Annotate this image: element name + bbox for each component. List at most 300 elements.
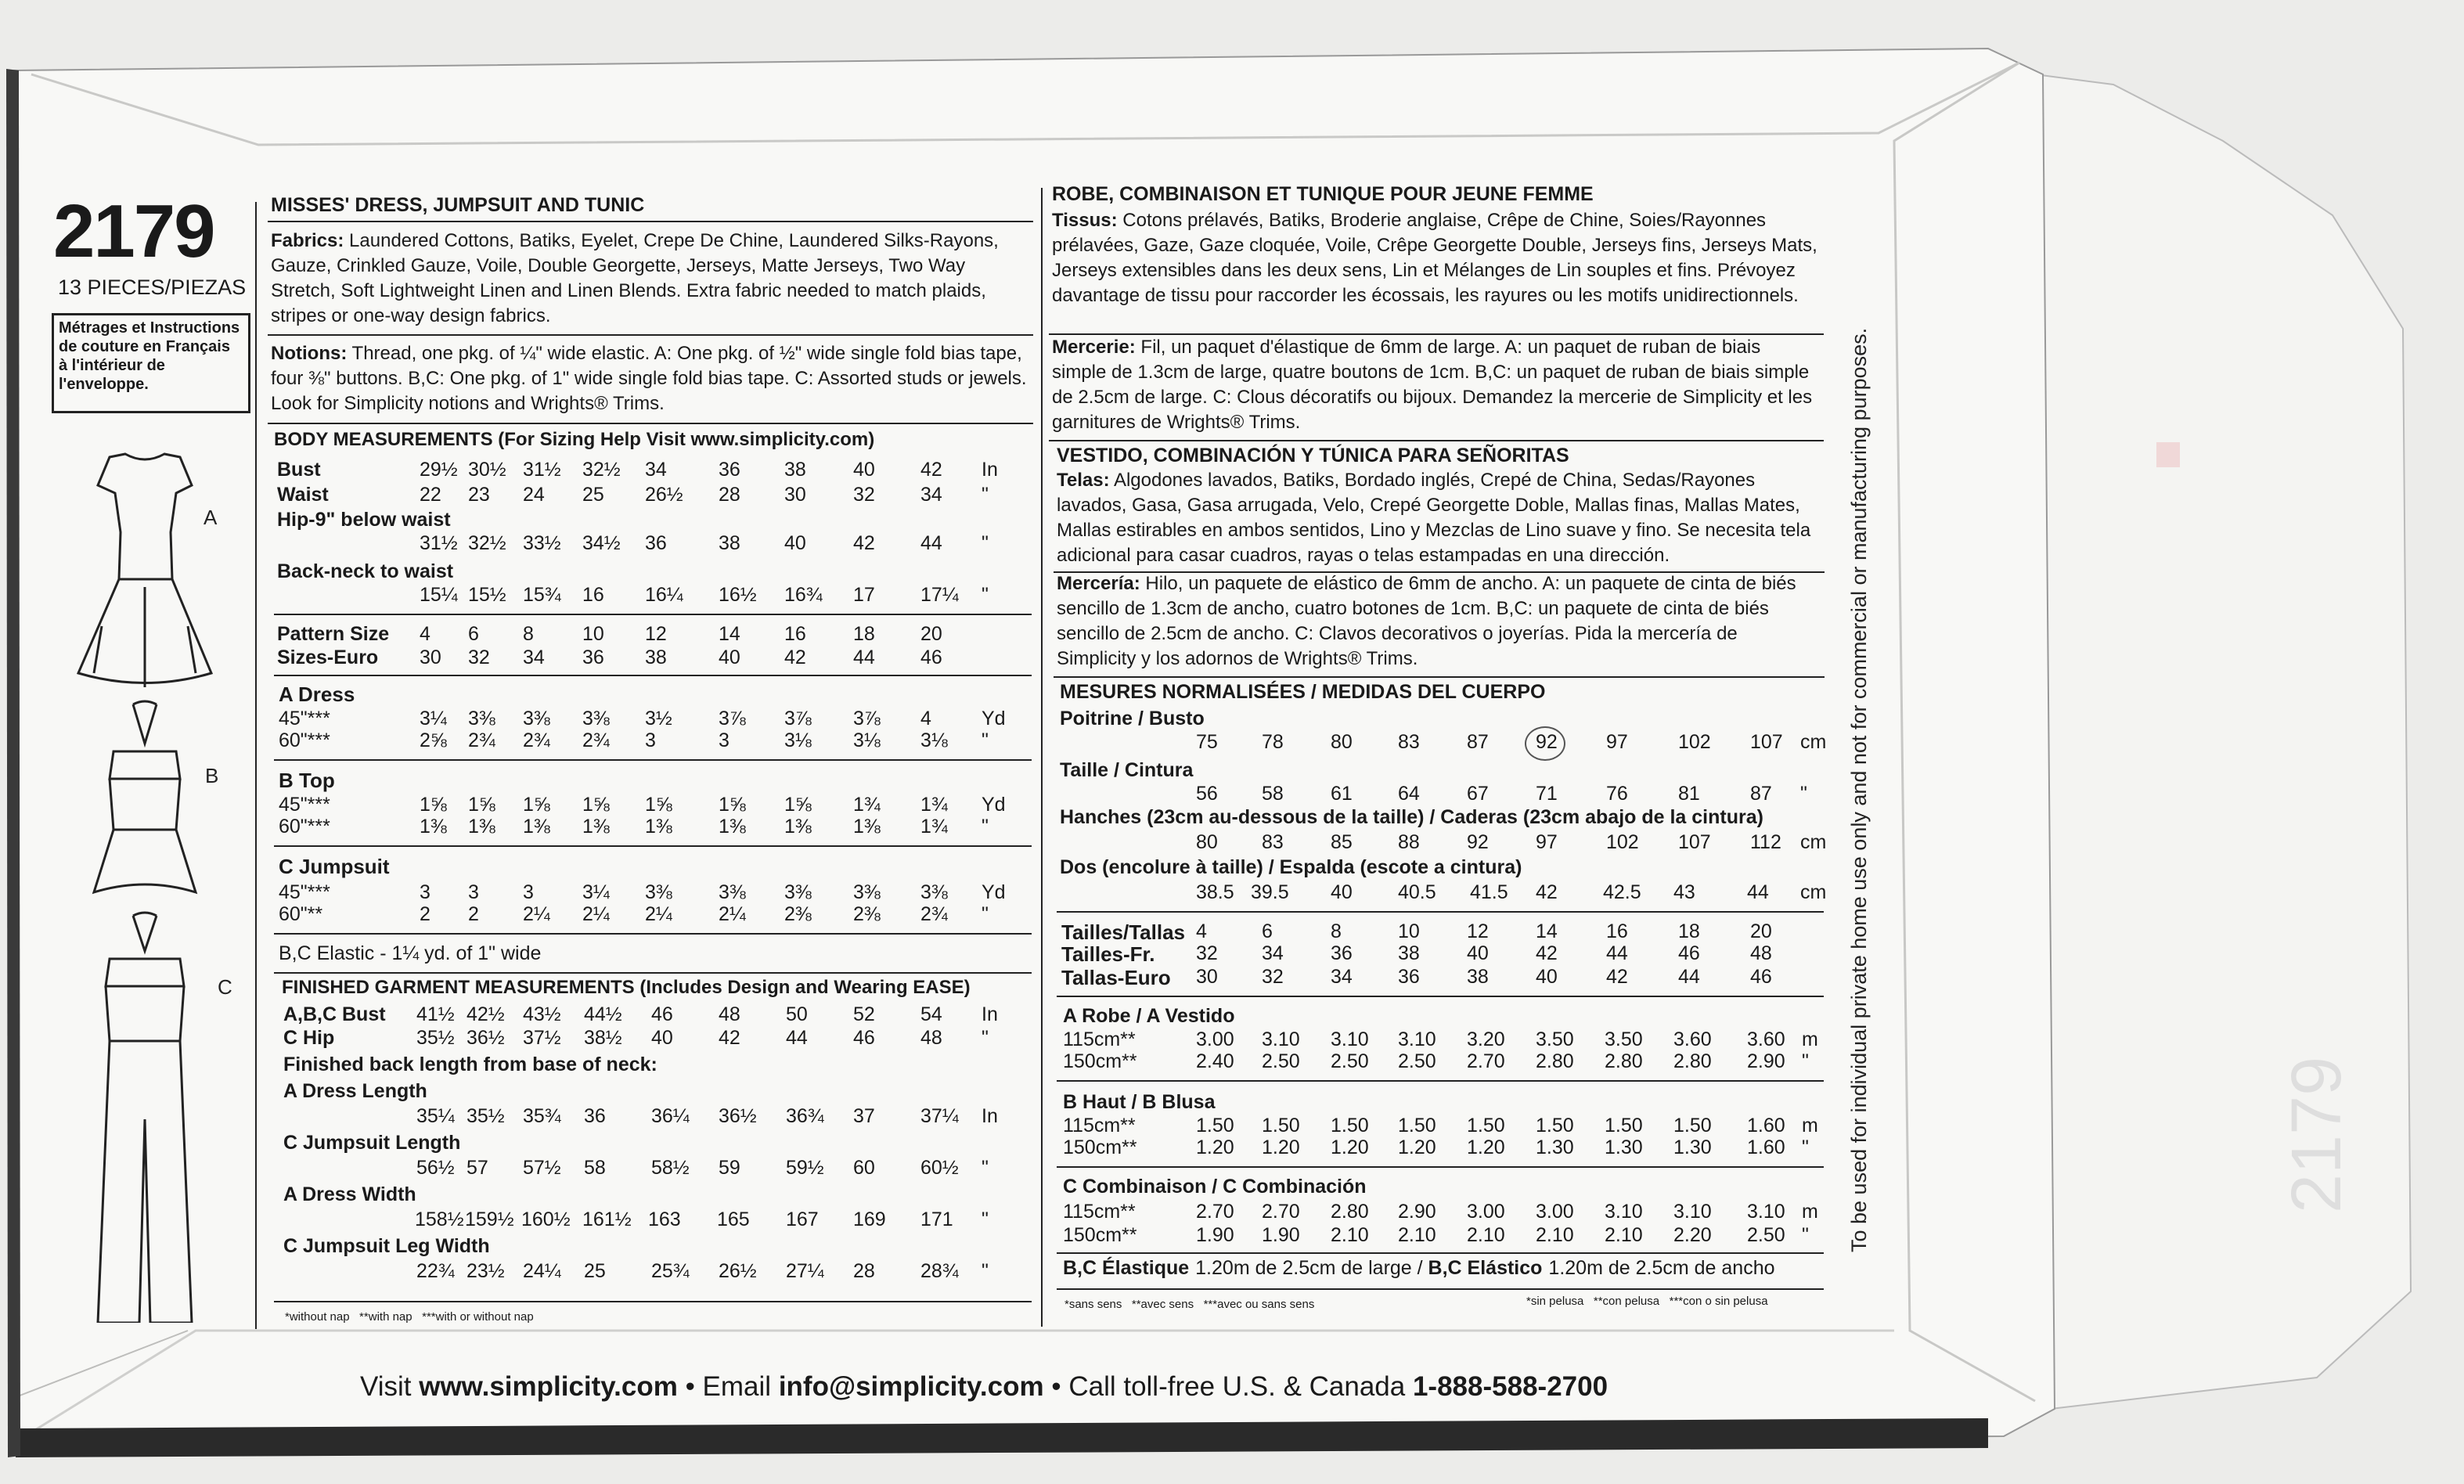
table-cell: 1¾ bbox=[853, 794, 881, 816]
table-cell: 27¼ bbox=[786, 1260, 824, 1282]
row-label: 115cm** bbox=[1063, 1115, 1136, 1136]
table-cell: 46 bbox=[651, 1003, 673, 1025]
table-cell: 87 bbox=[1467, 731, 1489, 753]
body-measurements-header: BODY MEASUREMENTS (For Sizing Help Visit www.simplicity.com) bbox=[274, 429, 875, 450]
table-cell: 158½ bbox=[415, 1208, 464, 1230]
table-cell: 3⅜ bbox=[523, 708, 550, 729]
divider bbox=[1054, 676, 1825, 678]
row-label: 60"*** bbox=[279, 729, 330, 751]
pieces-count: 13 PIECES/PIEZAS bbox=[58, 276, 247, 299]
table-cell: 2.10 bbox=[1398, 1224, 1436, 1246]
table-cell: 1.30 bbox=[1673, 1136, 1712, 1158]
table-cell: 15½ bbox=[468, 584, 506, 606]
table-cell: 3.10 bbox=[1605, 1201, 1643, 1223]
section-label: B Haut / B Blusa bbox=[1063, 1091, 1216, 1113]
merceria-text: Hilo, un paquete de elástico de 6mm de ancho. A: un paquete de cinta de biés sencillo de 1.3cm de ancho, cuatro botones de 1cm. B,C: un paquete de cinta de biés sencillo de 2.5cm de ancho. C: Clavos decorativos o joyerías. Pida la mercería de Simplicity y los adornos de Wrights® Trims. bbox=[1057, 573, 1796, 669]
footnote: *sin pelusa **con pelusa ***con o sin pelusa bbox=[1526, 1295, 1768, 1308]
french-tissus bbox=[1052, 208, 1819, 308]
contact-footer bbox=[360, 1371, 1608, 1403]
table-cell: 2⅜ bbox=[853, 903, 881, 925]
view-label: C bbox=[218, 975, 232, 999]
table-cell: 10 bbox=[582, 623, 604, 645]
tissus-text: Cotons prélavés, Batiks, Broderie anglaise, Crêpe de Chine, Soies/Rayonnes prélavées, Gaze, Gaze cloquée, Voile, Crêpe Georgette Double, Jerseys fins, Jerseys Mats, Jerseys extensibles dans les deux sens, Lin et Mélanges de Lin souples et fins. Prévoyez davantage de tissu pour raccorder les écossais, les rayures ou les motifs unidirectionnels. bbox=[1052, 210, 1817, 306]
table-cell: 3⅜ bbox=[645, 881, 672, 903]
table-cell: 169 bbox=[853, 1208, 886, 1230]
metric-header: MESURES NORMALISÉES / MEDIDAS DEL CUERPO bbox=[1060, 681, 1546, 703]
table-cell: 16½ bbox=[719, 584, 757, 606]
row-label: Tallas-Euro bbox=[1061, 966, 1171, 989]
table-cell: 3.50 bbox=[1605, 1028, 1643, 1050]
table-cell: cm bbox=[1800, 881, 1827, 903]
table-cell: 34½ bbox=[582, 532, 621, 554]
table-cell: 2⅜ bbox=[784, 903, 812, 925]
table-cell: 1⅝ bbox=[784, 794, 812, 816]
left-divider bbox=[255, 202, 257, 1329]
table-cell: 22¾ bbox=[416, 1260, 455, 1282]
table-cell: " bbox=[982, 903, 989, 925]
table-cell: 1⅝ bbox=[468, 794, 495, 816]
english-fabrics bbox=[271, 229, 1032, 329]
table-cell: 3⅜ bbox=[853, 881, 881, 903]
notions-text: Thread, one pkg. of ¼" wide elastic. A: One pkg. of ½" wide single fold bias tape, four ⅜" buttons. B,C: One pkg. of 1" wide single fold bias tape. C: Assorted studs or jewels. Look for Simplicity notions and Wrights® Trims. bbox=[271, 343, 1027, 414]
divider bbox=[1057, 1080, 1824, 1082]
table-cell: 2.20 bbox=[1673, 1224, 1712, 1246]
table-cell: 32 bbox=[468, 647, 490, 668]
table-cell: 3⅜ bbox=[468, 708, 495, 729]
table-cell: m bbox=[1802, 1201, 1818, 1223]
table-cell: 171 bbox=[920, 1208, 953, 1230]
table-cell: m bbox=[1802, 1115, 1818, 1136]
table-cell: 32½ bbox=[468, 532, 506, 554]
table-cell: " bbox=[982, 532, 989, 554]
table-cell: 31½ bbox=[523, 459, 561, 481]
table-cell: 59½ bbox=[786, 1157, 824, 1179]
email-link[interactable]: info@simplicity.com bbox=[778, 1371, 1044, 1402]
table-cell: 3 bbox=[719, 729, 729, 751]
table-cell: 28 bbox=[853, 1260, 875, 1282]
table-cell: 1.90 bbox=[1196, 1224, 1234, 1246]
table-cell: 1¾ bbox=[920, 794, 948, 816]
table-cell: 1⅜ bbox=[523, 816, 550, 837]
table-cell: 50 bbox=[786, 1003, 808, 1025]
website-link[interactable]: www.simplicity.com bbox=[419, 1371, 678, 1402]
table-cell: 17¼ bbox=[920, 584, 959, 606]
table-cell: 3.10 bbox=[1331, 1028, 1369, 1050]
table-cell: 38½ bbox=[584, 1027, 622, 1049]
table-cell: 32 bbox=[853, 484, 875, 506]
table-cell: 1.60 bbox=[1747, 1115, 1785, 1136]
table-cell: 6 bbox=[1262, 920, 1273, 942]
table-cell: 38 bbox=[1398, 942, 1420, 964]
elastic-text: 1.20m de 2.5cm de ancho bbox=[1548, 1257, 1775, 1279]
table-cell: 3.10 bbox=[1262, 1028, 1300, 1050]
table-cell: 1.30 bbox=[1536, 1136, 1574, 1158]
table-cell: 58½ bbox=[651, 1157, 690, 1179]
table-cell: 97 bbox=[1536, 831, 1558, 853]
table-cell: 3⅞ bbox=[853, 708, 881, 729]
table-cell: 29½ bbox=[420, 459, 458, 481]
table-cell: 37½ bbox=[523, 1027, 561, 1049]
table-cell: 3.60 bbox=[1673, 1028, 1712, 1050]
table-cell: 2.10 bbox=[1536, 1224, 1574, 1246]
table-cell: 37 bbox=[853, 1105, 875, 1127]
table-cell: 2¼ bbox=[582, 903, 610, 925]
table-cell: 34 bbox=[1331, 966, 1353, 988]
table-cell: cm bbox=[1800, 731, 1827, 753]
table-cell: 161½ bbox=[582, 1208, 632, 1230]
table-cell: 34 bbox=[523, 647, 545, 668]
divider bbox=[1057, 1288, 1824, 1290]
table-cell: 36 bbox=[1398, 966, 1420, 988]
divider bbox=[1049, 440, 1824, 441]
french-note-box bbox=[52, 313, 250, 413]
table-cell: 92 bbox=[1536, 731, 1558, 753]
table-cell: 44 bbox=[920, 532, 942, 554]
row-label: Waist bbox=[277, 484, 329, 506]
table-cell: 24 bbox=[523, 484, 545, 506]
table-cell: 36½ bbox=[467, 1027, 505, 1049]
table-cell: 38 bbox=[1467, 966, 1489, 988]
row-label: Poitrine / Busto bbox=[1060, 708, 1205, 729]
table-cell: 24¼ bbox=[523, 1260, 561, 1282]
table-cell: 92 bbox=[1467, 831, 1489, 853]
table-cell: 2.80 bbox=[1331, 1201, 1369, 1223]
divider bbox=[1057, 911, 1824, 913]
table-cell: " bbox=[982, 1208, 989, 1230]
row-label: Back-neck to waist bbox=[277, 560, 454, 582]
table-cell: 2.80 bbox=[1536, 1050, 1574, 1072]
section-label: B Top bbox=[279, 769, 335, 792]
table-cell: 57 bbox=[467, 1157, 488, 1179]
table-cell: 165 bbox=[717, 1208, 750, 1230]
divider bbox=[274, 675, 1032, 676]
table-cell: 58 bbox=[1262, 783, 1284, 805]
table-cell: 22 bbox=[420, 484, 441, 506]
table-cell: 56 bbox=[1196, 783, 1218, 805]
table-cell: 8 bbox=[1331, 920, 1342, 942]
table-cell: 64 bbox=[1398, 783, 1420, 805]
table-cell: 1¾ bbox=[920, 816, 948, 837]
row-label: 45"*** bbox=[279, 708, 330, 729]
table-cell: " bbox=[982, 484, 989, 506]
row-label: Dos (encolure à taille) / Espalda (escote a cintura) bbox=[1060, 856, 1522, 878]
table-cell: 163 bbox=[648, 1208, 681, 1230]
table-cell: 2 bbox=[420, 903, 430, 925]
table-cell: 14 bbox=[719, 623, 740, 645]
table-cell: 3¼ bbox=[420, 708, 447, 729]
table-cell: 1⅝ bbox=[420, 794, 447, 816]
table-cell: 36¾ bbox=[786, 1105, 824, 1127]
table-cell: 42 bbox=[1606, 966, 1628, 988]
table-cell: 48 bbox=[719, 1003, 740, 1025]
table-cell: 112 bbox=[1750, 831, 1781, 853]
table-cell: In bbox=[982, 1003, 998, 1025]
table-cell: 35½ bbox=[416, 1027, 455, 1049]
divider bbox=[1057, 1166, 1824, 1168]
table-cell: 97 bbox=[1606, 731, 1628, 753]
table-cell: 2 bbox=[468, 903, 479, 925]
elastic-label: B,C Élastique bbox=[1063, 1257, 1190, 1279]
table-cell: " bbox=[1800, 783, 1807, 805]
table-cell: 3 bbox=[645, 729, 656, 751]
table-cell: 3¼ bbox=[582, 881, 610, 903]
table-cell: 159½ bbox=[465, 1208, 514, 1230]
divider bbox=[268, 221, 1033, 222]
row-label: 150cm** bbox=[1063, 1136, 1137, 1158]
table-cell: 60½ bbox=[920, 1157, 959, 1179]
table-cell: 1⅜ bbox=[853, 816, 881, 837]
table-cell: 42.5 bbox=[1603, 881, 1641, 903]
table-cell: 1.90 bbox=[1262, 1224, 1300, 1246]
table-cell: 23 bbox=[468, 484, 490, 506]
row-label: C Jumpsuit Leg Width bbox=[283, 1235, 490, 1257]
table-cell: 1.50 bbox=[1398, 1115, 1436, 1136]
table-cell: In bbox=[982, 1105, 998, 1127]
elastic-row bbox=[1063, 1257, 1775, 1280]
table-cell: 1.50 bbox=[1536, 1115, 1574, 1136]
row-label: A Dress Length bbox=[283, 1080, 427, 1102]
english-notions bbox=[271, 341, 1032, 416]
column-divider bbox=[1041, 188, 1043, 1327]
table-cell: " bbox=[1802, 1136, 1809, 1158]
table-cell: 2.70 bbox=[1196, 1201, 1234, 1223]
table-cell: 16¾ bbox=[784, 584, 823, 606]
table-cell: 3⅛ bbox=[853, 729, 881, 751]
table-cell: Yd bbox=[982, 708, 1006, 729]
call-label: • Call toll-free U.S. & Canada bbox=[1043, 1371, 1413, 1402]
french-note-line: de couture en Français bbox=[59, 338, 230, 355]
row-label: 60"*** bbox=[279, 816, 330, 837]
table-cell: 3.50 bbox=[1536, 1028, 1574, 1050]
table-cell: 3⅛ bbox=[784, 729, 812, 751]
table-cell: " bbox=[982, 584, 989, 606]
table-cell: 1⅝ bbox=[719, 794, 746, 816]
row-label: Hanches (23cm au-dessous de la taille) / Caderas (23cm abajo de la cintura) bbox=[1060, 806, 1763, 828]
table-cell: cm bbox=[1800, 831, 1827, 853]
table-cell: 4 bbox=[1196, 920, 1207, 942]
table-cell: 3⅜ bbox=[582, 708, 610, 729]
table-cell: 40 bbox=[1536, 966, 1558, 988]
table-cell: 46 bbox=[853, 1027, 875, 1049]
table-cell: 40 bbox=[1467, 942, 1489, 964]
tissus-label: Tissus: bbox=[1052, 210, 1118, 231]
table-cell: 17 bbox=[853, 584, 875, 606]
table-cell: 42 bbox=[1536, 942, 1558, 964]
view-label: B bbox=[205, 764, 219, 787]
table-cell: 35½ bbox=[467, 1105, 505, 1127]
email-label: • Email bbox=[677, 1371, 779, 1402]
table-cell: 36 bbox=[645, 532, 667, 554]
table-cell: 37¼ bbox=[920, 1105, 959, 1127]
table-cell: 30 bbox=[1196, 966, 1218, 988]
table-cell: 1.20 bbox=[1331, 1136, 1369, 1158]
divider bbox=[268, 423, 1033, 424]
table-cell: 16 bbox=[784, 623, 806, 645]
table-cell: 3.00 bbox=[1536, 1201, 1574, 1223]
table-cell: 46 bbox=[1750, 966, 1772, 988]
table-cell: 34 bbox=[1262, 942, 1284, 964]
table-cell: 20 bbox=[920, 623, 942, 645]
row-label: 115cm** bbox=[1063, 1028, 1136, 1050]
divider bbox=[274, 972, 1032, 974]
french-title: ROBE, COMBINAISON ET TUNIQUE POUR JEUNE FEMME bbox=[1052, 183, 1594, 205]
row-label: Hip-9" below waist bbox=[277, 509, 451, 531]
table-cell: 2¾ bbox=[920, 903, 948, 925]
table-cell: 36 bbox=[719, 459, 740, 481]
table-cell: 39.5 bbox=[1251, 881, 1289, 903]
table-cell: 1.50 bbox=[1605, 1115, 1643, 1136]
table-cell: 48 bbox=[1750, 942, 1772, 964]
table-cell: 107 bbox=[1678, 831, 1711, 853]
english-title: MISSES' DRESS, JUMPSUIT AND TUNIC bbox=[271, 194, 645, 216]
telas-text: Algodones lavados, Batiks, Bordado inglés, Crepé de China, Sedas/Rayones lavados, Gasa, Gasa arrugada, Velo, Crepé Georgette Doble, Mallas finas, Mallas Mates, Mallas estirables en ambos sentidos, Lino y Mezclas de Lino suave y fino. Se necesita tela adicional para casar cuadros, rayas o telas estampadas en una dirección. bbox=[1057, 470, 1811, 566]
table-cell: 61 bbox=[1331, 783, 1353, 805]
table-cell: 46 bbox=[920, 647, 942, 668]
table-cell: 54 bbox=[920, 1003, 942, 1025]
elastic-note: B,C Elastic - 1¼ yd. of 1" wide bbox=[279, 942, 542, 964]
table-cell: 67 bbox=[1467, 783, 1489, 805]
french-note-line: Métrages et Instructions bbox=[59, 319, 240, 337]
table-cell: 3.10 bbox=[1673, 1201, 1712, 1223]
table-cell: 15¼ bbox=[420, 584, 458, 606]
table-cell: 2.50 bbox=[1331, 1050, 1369, 1072]
table-cell: 2.10 bbox=[1331, 1224, 1369, 1246]
table-cell: 25¾ bbox=[651, 1260, 690, 1282]
table-cell: " bbox=[982, 816, 989, 837]
private-use-note: To be used for individual private home use only and not for commercial or manufacturing purposes. bbox=[1847, 327, 1871, 1252]
table-cell: 2.50 bbox=[1747, 1224, 1785, 1246]
fabrics-label: Fabrics: bbox=[271, 230, 344, 251]
table-cell: 2⅝ bbox=[420, 729, 447, 751]
divider bbox=[274, 845, 1032, 847]
view-label: A bbox=[204, 506, 218, 529]
mercerie-label: Mercerie: bbox=[1052, 337, 1136, 358]
table-cell: 2.40 bbox=[1196, 1050, 1234, 1072]
table-cell: 3 bbox=[420, 881, 430, 903]
table-cell: 3⅜ bbox=[920, 881, 948, 903]
table-cell: 16¼ bbox=[645, 584, 683, 606]
table-cell: 85 bbox=[1331, 831, 1353, 853]
table-cell: 78 bbox=[1262, 731, 1284, 753]
spanish-title: VESTIDO, COMBINACIÓN Y TÚNICA PARA SEÑORITAS bbox=[1057, 445, 1569, 466]
row-label: Tailles/Tallas bbox=[1061, 920, 1186, 944]
row-label: A,B,C Bust bbox=[283, 1003, 386, 1025]
table-cell: 40 bbox=[719, 647, 740, 668]
row-label: 115cm** bbox=[1063, 1201, 1136, 1223]
table-cell: 1.20 bbox=[1196, 1136, 1234, 1158]
table-cell: 80 bbox=[1196, 831, 1218, 853]
table-cell: 16 bbox=[582, 584, 604, 606]
table-cell: 3.10 bbox=[1398, 1028, 1436, 1050]
merceria-label: Mercería: bbox=[1057, 573, 1140, 594]
table-cell: 3⅞ bbox=[784, 708, 812, 729]
table-cell: 3.10 bbox=[1747, 1201, 1785, 1223]
divider bbox=[268, 334, 1033, 336]
table-cell: 3 bbox=[468, 881, 479, 903]
table-cell: 3½ bbox=[645, 708, 672, 729]
table-cell: 2.10 bbox=[1605, 1224, 1643, 1246]
table-cell: 1⅜ bbox=[719, 816, 746, 837]
table-cell: Yd bbox=[982, 881, 1006, 903]
footnote: *sans sens **avec sens ***avec ou sans sens bbox=[1064, 1298, 1315, 1311]
table-cell: 38 bbox=[645, 647, 667, 668]
table-cell: 160½ bbox=[521, 1208, 571, 1230]
table-cell: 1⅜ bbox=[420, 816, 447, 837]
table-cell: 3⅛ bbox=[920, 729, 948, 751]
row-label: Finished back length from base of neck: bbox=[283, 1054, 657, 1075]
table-cell: 87 bbox=[1750, 783, 1772, 805]
table-cell: 1.20 bbox=[1398, 1136, 1436, 1158]
table-cell: 2.90 bbox=[1398, 1201, 1436, 1223]
table-cell: 88 bbox=[1398, 831, 1420, 853]
table-cell: 1⅜ bbox=[468, 816, 495, 837]
table-cell: 28¾ bbox=[920, 1260, 959, 1282]
row-label: Sizes-Euro bbox=[277, 647, 379, 668]
table-cell: 35¾ bbox=[523, 1105, 561, 1127]
table-cell: 38.5 bbox=[1196, 881, 1234, 903]
divider bbox=[274, 614, 1032, 615]
table-cell: 42½ bbox=[467, 1003, 505, 1025]
table-cell: 76 bbox=[1606, 783, 1628, 805]
table-cell: 18 bbox=[1678, 920, 1700, 942]
table-cell: 35¼ bbox=[416, 1105, 455, 1127]
table-cell: 40 bbox=[1331, 881, 1353, 903]
table-cell: 1.30 bbox=[1605, 1136, 1643, 1158]
spanish-telas bbox=[1057, 468, 1820, 568]
table-cell: 44 bbox=[1747, 881, 1769, 903]
table-cell: 80 bbox=[1331, 731, 1353, 753]
section-label: A Robe / A Vestido bbox=[1063, 1005, 1235, 1027]
table-cell: 2¾ bbox=[582, 729, 610, 751]
table-cell: 43 bbox=[1673, 881, 1695, 903]
table-cell: 3⅜ bbox=[719, 881, 746, 903]
table-cell: 23½ bbox=[467, 1260, 505, 1282]
table-cell: " bbox=[982, 1027, 989, 1049]
table-cell: 1⅜ bbox=[645, 816, 672, 837]
table-cell: 28 bbox=[719, 484, 740, 506]
visit-label: Visit bbox=[360, 1371, 420, 1402]
table-cell: 2¾ bbox=[468, 729, 495, 751]
telas-label: Telas: bbox=[1057, 470, 1110, 491]
table-cell: 43½ bbox=[523, 1003, 561, 1025]
table-cell: 1⅝ bbox=[582, 794, 610, 816]
table-cell: 34 bbox=[645, 459, 667, 481]
table-cell: 12 bbox=[645, 623, 667, 645]
row-label: Bust bbox=[277, 459, 321, 481]
french-mercerie bbox=[1052, 335, 1819, 435]
view-c-jumpsuit-sketch bbox=[98, 913, 192, 1323]
view-a-dress-sketch bbox=[78, 454, 211, 687]
table-cell: 60 bbox=[853, 1157, 875, 1179]
footnote: *without nap **with nap ***with or without nap bbox=[285, 1310, 534, 1324]
table-cell: 56½ bbox=[416, 1157, 455, 1179]
table-cell: 4 bbox=[420, 623, 430, 645]
table-cell: 2.70 bbox=[1262, 1201, 1300, 1223]
table-cell: 102 bbox=[1678, 731, 1711, 753]
french-note-line: l'enveloppe. bbox=[59, 376, 149, 393]
divider bbox=[274, 933, 1032, 935]
row-label: C Jumpsuit Length bbox=[283, 1132, 461, 1154]
table-cell: 18 bbox=[853, 623, 875, 645]
table-cell: 10 bbox=[1398, 920, 1420, 942]
table-cell: 36 bbox=[582, 647, 604, 668]
table-cell: 2.50 bbox=[1398, 1050, 1436, 1072]
table-cell: 16 bbox=[1606, 920, 1628, 942]
row-label: Pattern Size bbox=[277, 623, 390, 645]
table-cell: 32 bbox=[1196, 942, 1218, 964]
table-cell: 30½ bbox=[468, 459, 506, 481]
table-cell: 1.50 bbox=[1467, 1115, 1505, 1136]
